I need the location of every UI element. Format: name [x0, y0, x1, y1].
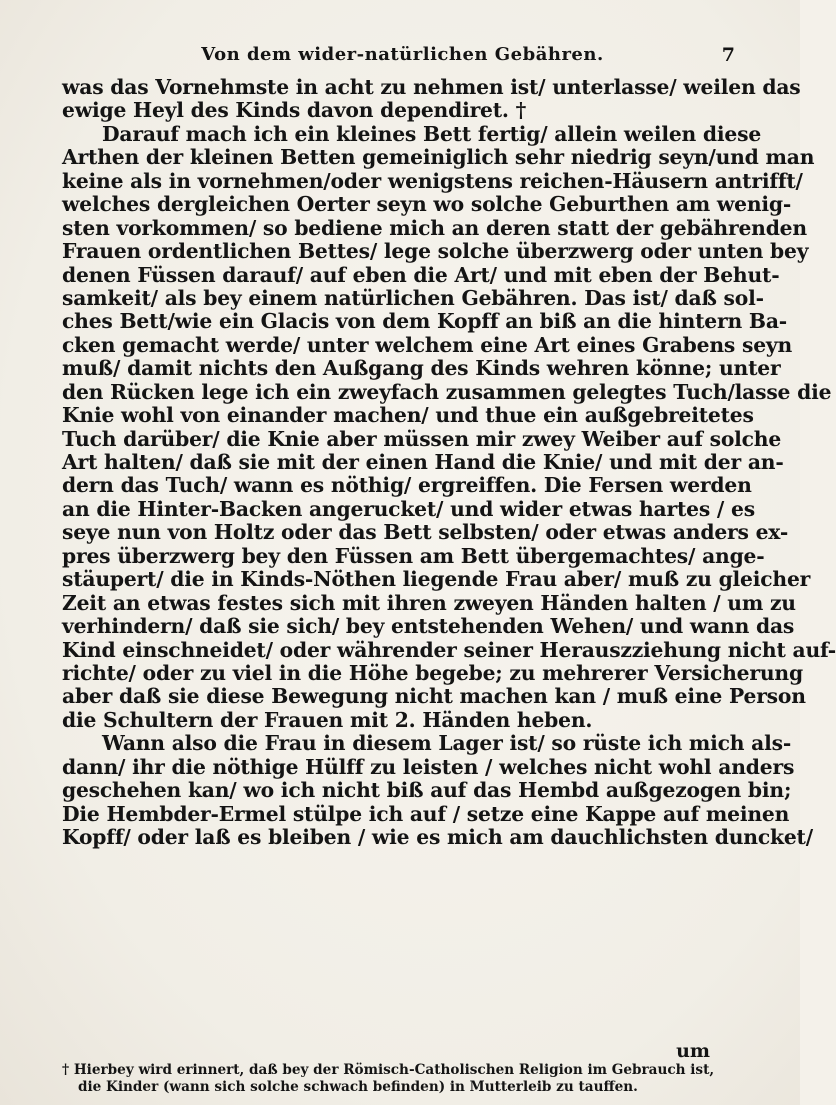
running-title: Von dem wider-natürlichen Gebähren.	[201, 44, 604, 65]
text-line: seye nun von Holtz oder das Bett selbsten/ oder etwas anders ex-	[62, 520, 789, 545]
page-number: 7	[721, 44, 735, 66]
catchword: um	[676, 1040, 710, 1062]
text-line: Zeit an etwas festes sich mit ihren zweyen Händen halten / um zu	[62, 590, 796, 615]
text-line: verhindern/ daß sie sich/ bey entstehenden Wehen/ und wann das	[62, 614, 795, 639]
text-line: denen Füssen darauf/ auf eben die Art/ und mit eben der Behut-	[62, 262, 780, 287]
text-line: Knie wohl von einander machen/ und thue ein außgebreitetes	[62, 403, 754, 428]
text-line: samkeit/ als bey einem natürlichen Gebähren. Das ist/ daß sol-	[62, 285, 764, 310]
text-line: den Rücken lege ich ein zweyfach zusammen gelegtes Tuch/lasse die	[62, 379, 832, 404]
text-line: Arthen der kleinen Betten gemeiniglich sehr niedrig seyn/und man	[62, 145, 815, 170]
footnote-line: † Hierbey wird erinnert, daß bey der Römisch-Catholischen Religion im Gebrauch ist,	[62, 1062, 715, 1078]
text-line: die Schultern der Frauen mit 2. Händen heben.	[62, 707, 593, 732]
text-line: Die Hembder-Ermel stülpe ich auf / setze eine Kappe auf meinen	[62, 801, 790, 826]
text-line: ches Bett/wie ein Glacis von dem Kopff an biß an die hintern Ba-	[62, 309, 787, 334]
footnote-line: die Kinder (wann sich solche schwach befinden) in Mutterleib zu tauffen.	[78, 1079, 638, 1095]
text-line: Frauen ordentlichen Bettes/ lege solche überzwerg oder unten bey	[62, 239, 809, 264]
text-line: Kopff/ oder laß es bleiben / wie es mich am dauchlichsten duncket/	[62, 825, 813, 849]
text-line: dann/ ihr die nöthige Hülff zu leisten / welches nicht wohl anders	[62, 754, 795, 779]
text-line: an die Hinter-Backen angerucket/ und wider etwas hartes / es	[62, 496, 755, 521]
text-line: Darauf mach ich ein kleines Bett fertig/ allein weilen diese	[102, 121, 762, 146]
text-line: keine als in vornehmen/oder wenigstens reichen-Häusern antrifft/	[62, 168, 803, 193]
text-line: muß/ damit nichts den Außgang des Kinds wehren könne; unter	[62, 356, 781, 381]
body-text	[62, 75, 836, 849]
footnote	[62, 1062, 732, 1096]
text-line: cken gemacht werde/ unter welchem eine Art eines Grabens seyn	[62, 332, 793, 357]
text-line: Art halten/ daß sie mit der einen Hand die Knie/ und mit der an-	[62, 450, 784, 474]
text-line: richte/ oder zu viel in die Höhe begebe; zu mehrerer Versicherung	[62, 660, 803, 685]
text-line: geschehen kan/ wo ich nicht biß auf das Hembd außgezogen bin;	[62, 778, 792, 803]
text-line: Kind einschneidet/ oder währender seiner Herauszziehung nicht auf-	[62, 637, 836, 662]
text-line: Tuch darüber/ die Knie aber müssen mir zwey Weiber auf solche	[62, 426, 782, 451]
text-line: Wann also die Frau in diesem Lager ist/ so rüste ich mich als-	[102, 731, 792, 756]
text-line: ewige Heyl des Kinds davon dependiret. †	[62, 98, 527, 123]
text-line: aber daß sie diese Bewegung nicht machen kan / muß eine Person	[62, 684, 806, 709]
text-line: stäupert/ die in Kinds-Nöthen liegende Frau aber/ muß zu gleicher	[62, 567, 811, 592]
running-head	[90, 44, 735, 74]
text-line: sten vorkommen/ so bediene mich an deren statt der gebährenden	[62, 215, 807, 240]
text-line: pres überzwerg bey den Füssen am Bett übergemachtes/ ange-	[62, 543, 765, 568]
text-line: was das Vornehmste in acht zu nehmen ist/ unterlasse/ weilen das	[62, 75, 801, 99]
text-line: welches dergleichen Oerter seyn wo solche Geburthen am wenig-	[62, 192, 792, 217]
text-line: dern das Tuch/ wann es nöthig/ ergreiffen. Die Fersen werden	[62, 473, 752, 498]
